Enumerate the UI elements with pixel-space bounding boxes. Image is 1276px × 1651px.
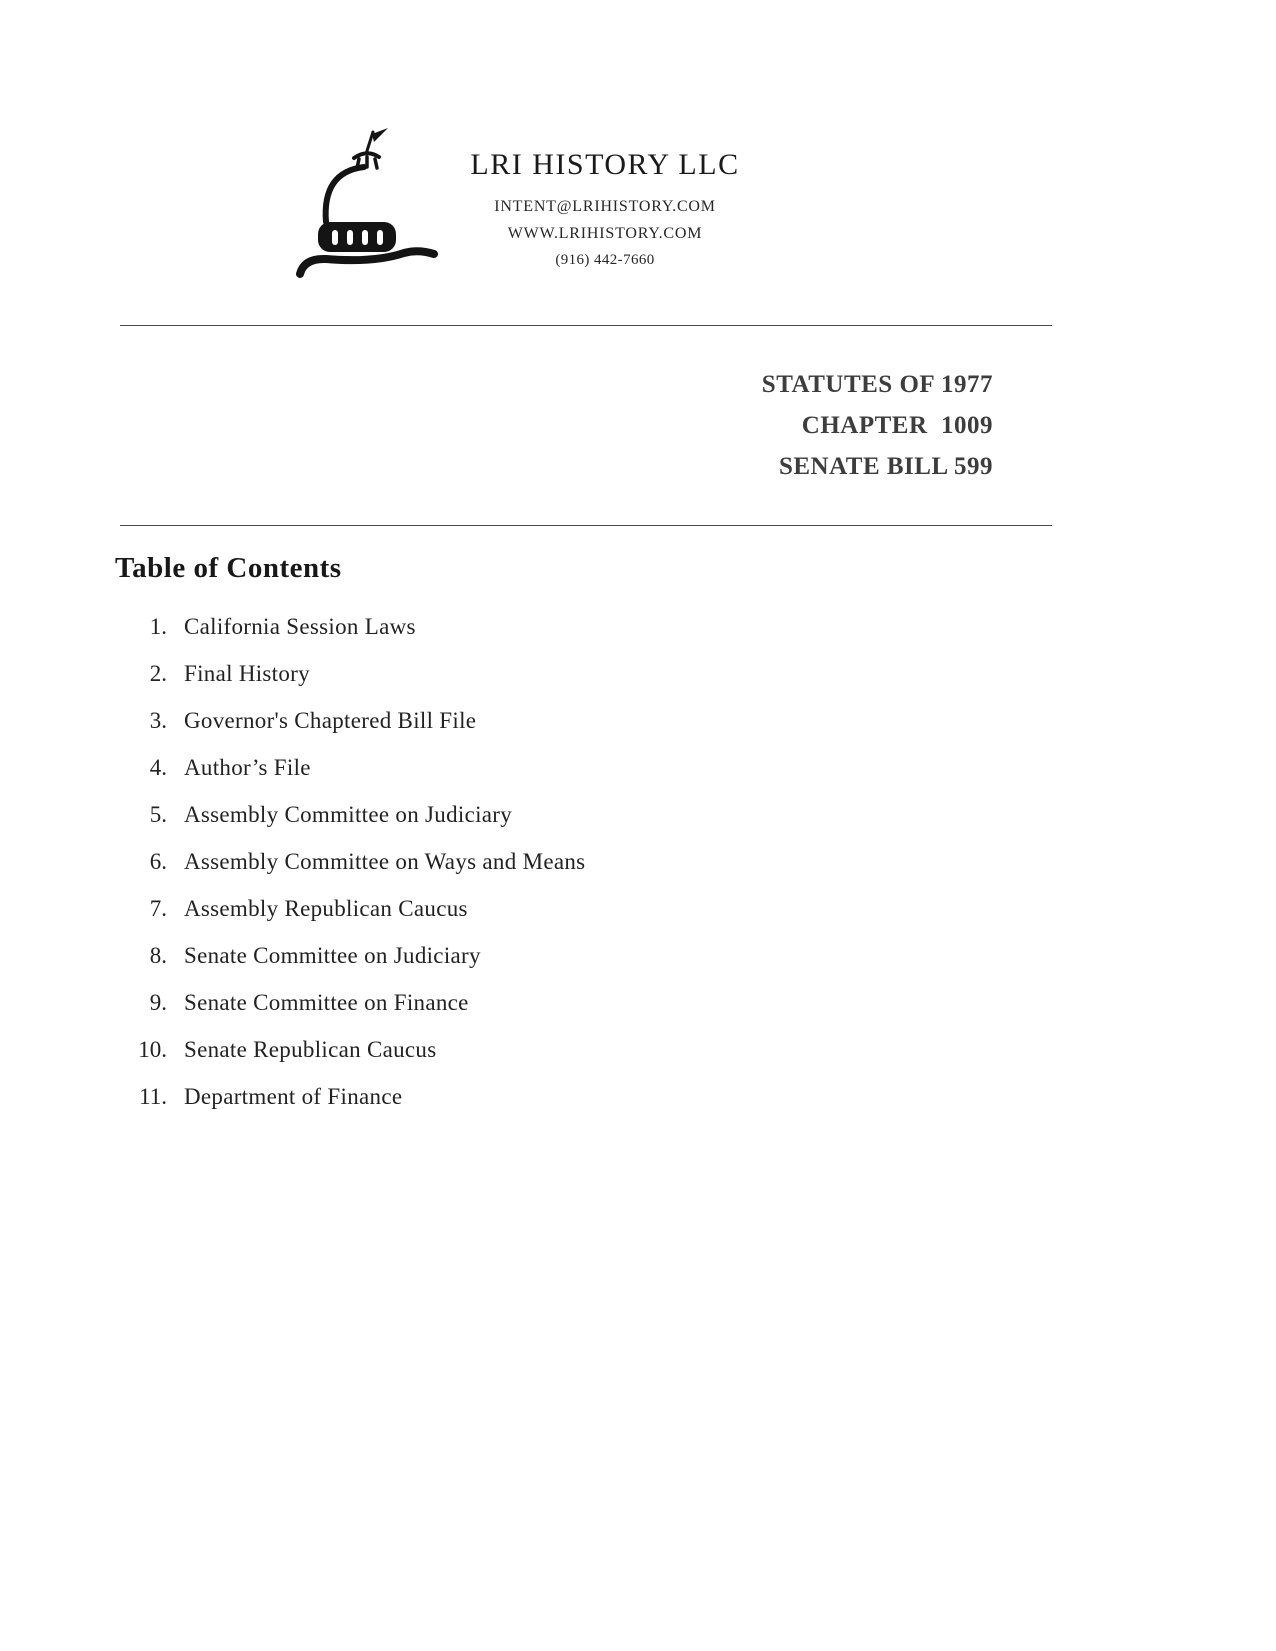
toc-item (115, 708, 585, 755)
toc-item (115, 990, 585, 1037)
toc-item-number: 9. (149, 990, 167, 1015)
toc-item-number: 3. (149, 708, 167, 733)
toc-item-label: Assembly Republican Caucus (184, 896, 468, 921)
toc-item-number: 10. (138, 1037, 167, 1062)
toc-item-label: Department of Finance (184, 1084, 403, 1109)
company-name: LRI HISTORY LLC (470, 148, 740, 181)
toc-item-number: 2. (149, 661, 167, 686)
toc-item (115, 755, 585, 802)
toc-list (115, 614, 585, 1131)
toc-item-label: Assembly Committee on Ways and Means (184, 849, 586, 874)
statutes-line: STATUTES OF 1977 (761, 371, 993, 398)
toc-item-label: Author’s File (184, 755, 311, 780)
letterhead (430, 148, 780, 269)
toc-item-number: 6. (149, 849, 167, 874)
company-phone: (916) 442-7660 (555, 252, 655, 268)
toc-item (115, 1084, 585, 1131)
toc-item-number: 1. (149, 614, 167, 639)
toc-item-label: Senate Committee on Judiciary (184, 943, 481, 968)
company-email: INTENT@LRIHISTORY.COM (494, 198, 716, 215)
toc-item-label: Senate Committee on Finance (184, 990, 469, 1015)
toc-item-label: Governor's Chaptered Bill File (184, 708, 477, 733)
divider-top (120, 325, 1052, 326)
chapter-line: CHAPTER 1009 (801, 412, 993, 439)
toc-item (115, 849, 585, 896)
statute-reference (762, 364, 993, 487)
senate-bill-line: SENATE BILL 599 (778, 453, 993, 480)
toc-item (115, 661, 585, 708)
toc-item (115, 896, 585, 943)
toc-item (115, 943, 585, 990)
company-website: WWW.LRIHISTORY.COM (507, 225, 703, 242)
toc-item (115, 802, 585, 849)
toc-title: Table of Contents (115, 552, 342, 584)
toc-item-label: Final History (184, 661, 310, 686)
toc-item-number: 7. (149, 896, 167, 921)
toc-item-number: 4. (149, 755, 167, 780)
toc-item-label: Assembly Committee on Judiciary (184, 802, 513, 827)
toc-item (115, 1037, 585, 1084)
toc-item-number: 11. (139, 1084, 167, 1109)
toc-item (115, 614, 585, 661)
divider-bottom (120, 525, 1052, 526)
toc-item-label: Senate Republican Caucus (184, 1037, 437, 1062)
capitol-logo-icon (292, 122, 442, 287)
toc-item-number: 5. (149, 802, 167, 827)
toc-item-label: California Session Laws (184, 614, 416, 639)
toc-item-number: 8. (149, 943, 167, 968)
